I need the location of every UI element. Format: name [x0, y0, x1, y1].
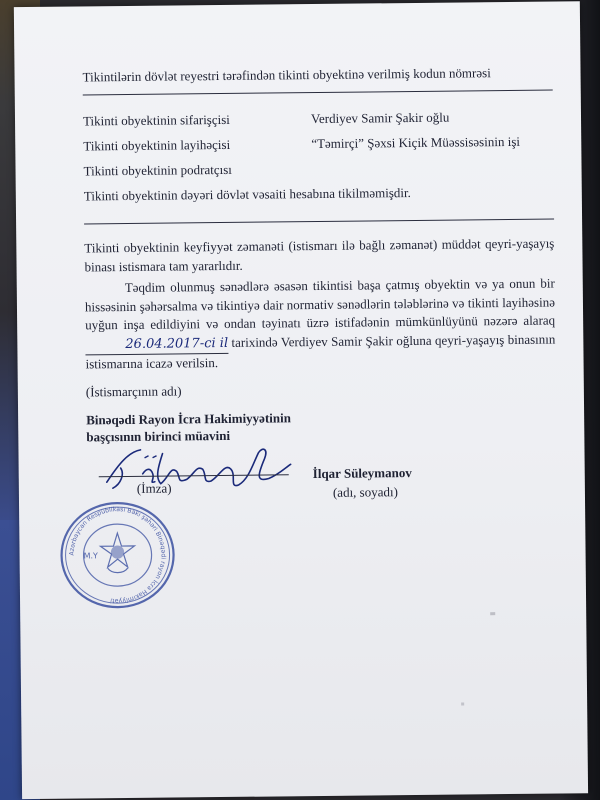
- official-name: İlqar Süleymanov: [312, 465, 412, 482]
- customer-label: Tikinti obyektinin sifarişçisi: [82, 111, 230, 129]
- stamp-text: Azərbaycan Respublikası Bakı şəhəri Binəqədi rayon İcra Hakimiyyəti: [68, 506, 167, 605]
- document-page: [14, 1, 588, 799]
- contractor-label: Tikinti obyektinin podratçısı: [83, 161, 232, 179]
- registry-code-line: [83, 90, 553, 96]
- separator-line: [84, 219, 554, 225]
- permission-paragraph: [85, 275, 556, 374]
- stamp-initials: M.Y: [83, 551, 98, 561]
- customer-value: Verdiyev Samir Şakir oğlu: [310, 109, 450, 127]
- designer-label: Tikinti obyektinin layihəçisi: [83, 136, 231, 154]
- signature-caption: (İmza): [136, 480, 172, 496]
- authority-title-line2: başçısının birinci müavini: [86, 427, 231, 445]
- smudge-mark: [461, 702, 464, 705]
- handwritten-date: 26.04.2017-ci il: [125, 335, 229, 352]
- handwritten-date-field: [85, 333, 228, 355]
- designer-value: “Təmirçi” Şəxsi Kiçik Müəssisəsinin işi: [311, 133, 521, 152]
- funding-statement: Tikinti obyektinin dəyəri dövlət vəsaiti hesabına tikilməmişdir.: [83, 185, 411, 204]
- authority-title-line1: Binəqədi Rayon İcra Hakimiyyətinin: [86, 410, 292, 428]
- signature-image: [98, 442, 299, 496]
- warranty-paragraph: Tikinti obyektinin keyfiyyət zəmanəti (istismarı ilə bağlı zəmanət) müddət qeyri-yaşayış binası istismara tam yararlıdır.: [84, 235, 555, 274]
- smudge-mark: [490, 612, 495, 615]
- official-stamp: [57, 499, 178, 610]
- permission-text-end: tarixində Verdiyev Samir Şakir oğluna qeyri-yaşayış binasının istismarına icazə verilsin.: [85, 331, 556, 372]
- operator-name-label: (İstismarçının adı): [85, 383, 182, 400]
- name-caption: (adı, soyadı): [332, 484, 398, 500]
- registry-code-label: Tikintilərin dövlət reyestri tərəfindən tikinti obyektinə verilmiş kodun nömrəsi: [82, 65, 491, 85]
- permission-text-start: Təqdim olunmuş sənədlərə əsasən tikintisi başa çatmış obyektin və ya onun bir hissəsinin şəhərsalma və tikintiyə dair normativ sənədlərin tələblərinə və tikinti layihəsinə uyğun inşa edildiyini və ondan təyinatı üzrə istifadənin mümkünlüyünü nəzərə alaraq: [84, 275, 556, 333]
